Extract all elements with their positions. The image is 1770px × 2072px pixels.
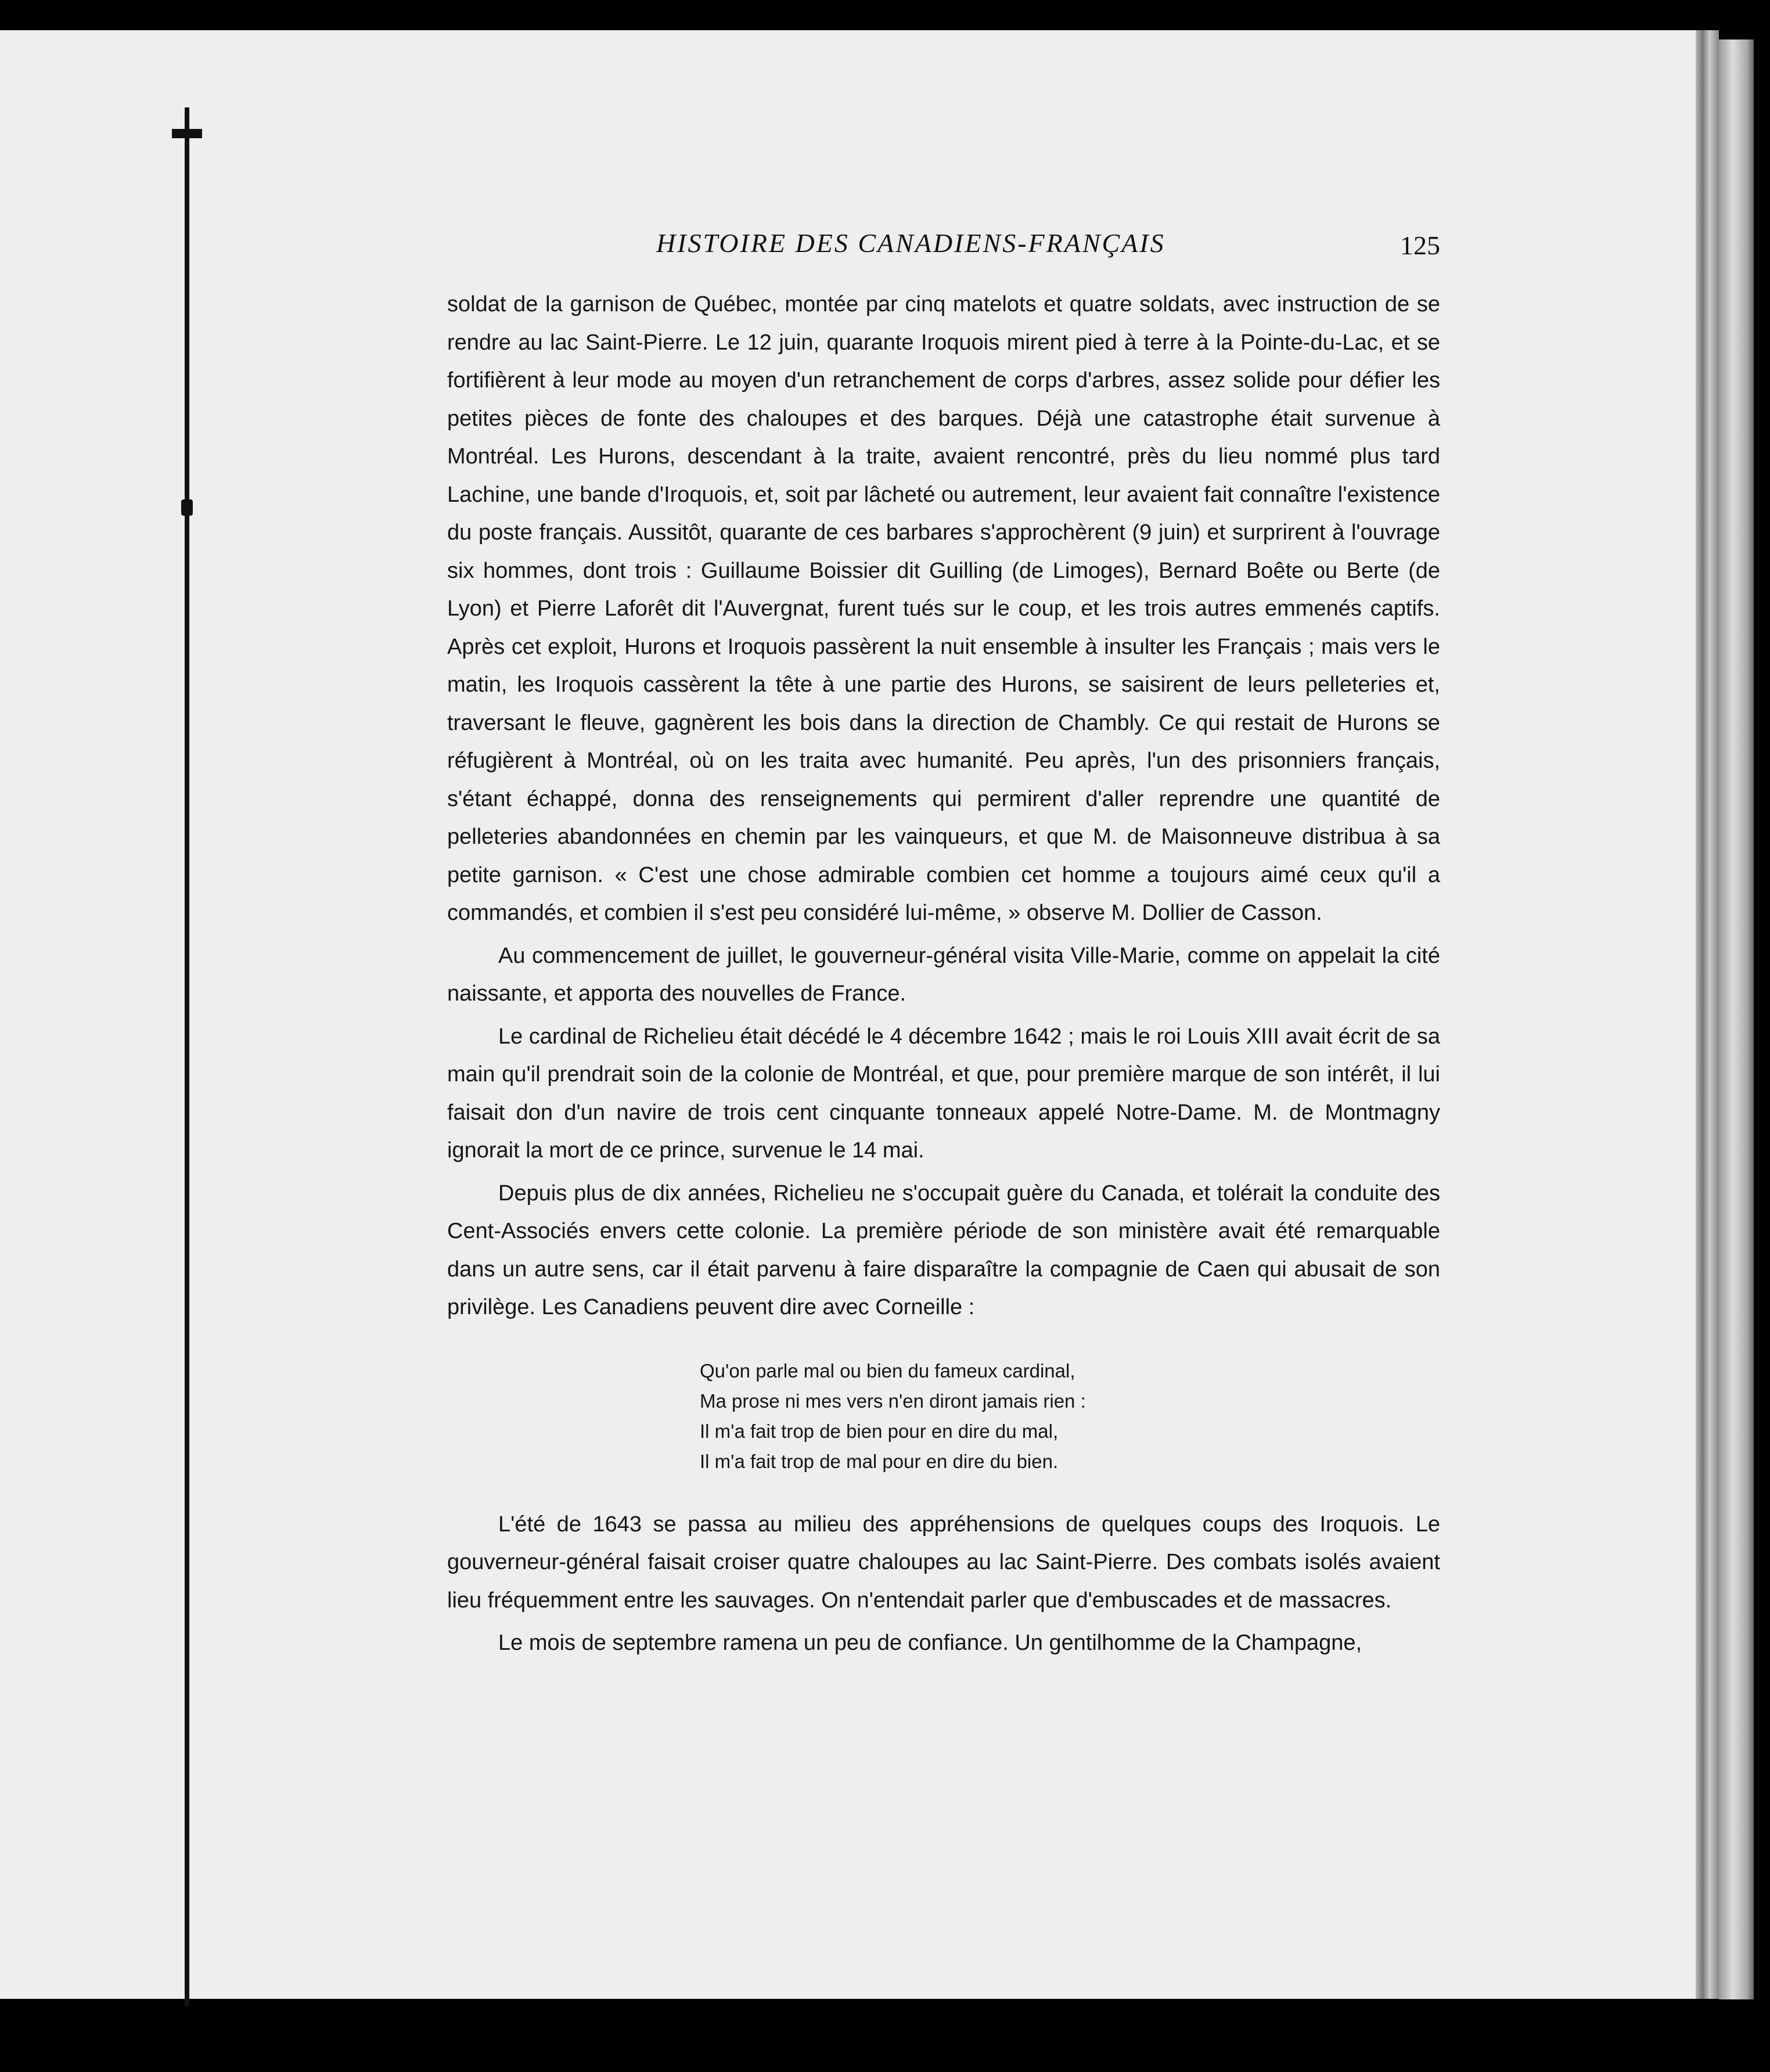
running-title: HISTOIRE DES CANADIENS-FRANÇAIS — [656, 228, 1165, 258]
paragraph: L'été de 1643 se passa au milieu des appréhensions de quelques coups des Iroquois. Le gouverneur-général faisait croiser quatre chaloupes au lac Saint-Pierre. Des combats isolés avaient lieu fréquemment entre les sauvages. On n'entendait parler que d'embuscades et de massacres. — [447, 1512, 1440, 1613]
page-stack-edge — [1719, 39, 1754, 1999]
verse-quote — [700, 1356, 1440, 1477]
paragraph: Le cardinal de Richelieu était décédé le 4 décembre 1642 ; mais le roi Louis XIII avait écrit de sa main qu'il prendrait soin de la colonie de Montréal, et que, pour première marque de son intérêt, il lui faisait don d'un navire de trois cent cinquante tonneaux appelé Notre-Dame. M. de Montmagny ignorait la mort de ce prince, survenue le 14 mai. — [447, 1024, 1440, 1163]
verse-line: Il m'a fait trop de bien pour en dire du mal, — [700, 1420, 1059, 1442]
verse-line: Qu'on parle mal ou bien du fameux cardinal, — [700, 1359, 1075, 1382]
paragraph: Le mois de septembre ramena un peu de confiance. Un gentilhomme de la Champagne, — [498, 1631, 1362, 1655]
page-header — [441, 228, 1440, 268]
verse-line: Il m'a fait trop de mal pour en dire du bien. — [700, 1450, 1059, 1472]
margin-rule-mark — [181, 499, 193, 516]
paragraph: soldat de la garnison de Québec, montée par cinq matelots et quatre soldats, avec instruction de se rendre au lac Saint-Pierre. Le 12 juin, quarante Iroquois mirent pied à terre à la Pointe-du-Lac, et se fortifièrent à leur mode au moyen d'un retranchement de corps d'arbres, assez solide pour défier les petites pièces de fonte des chaloupes et des barques. Déjà une catastrophe était survenue à Montréal. Les Hurons, descendant à la traite, avaient rencontré, près du lieu nommé plus tard Lachine, une bande d'Iroquois, et, soit par lâcheté ou autrement, leur avaient fait connaître l'existence du poste français. Aussitôt, quarante de ces barbares s'approchèrent (9 juin) et surprirent à l'ouvrage six hommes, dont trois : Guillaume Boissier dit Guilling (de Limoges), Bernard Boête ou Berte (de Lyon) et Pierre Laforêt dit l'Auvergnat, furent tués sur le coup, et les trois autres emmenés captifs. Après cet exploit, Hurons et Iroquois passèrent la nuit ensemble à insulter les Français ; mais vers le matin, les Iroquois cassèrent la tête à une partie des Hurons, se saisirent de leurs pelleteries et, traversant le fleuve, gagnèrent les bois dans la direction de Chambly. Ce qui restait de Hurons se réfugièrent à Montréal, où on les traita avec humanité. Peu après, l'un des prisonniers français, s'étant échappé, donna des renseignements qui permirent d'aller reprendre une quantité de pelleteries abandonnées en chemin par les vainqueurs, et que M. de Maisonneuve distribua à sa petite garnison. « C'est une chose admirable combien cet homme a toujours aimé ceux qu'il a commandés, et combien il s'est peu considéré lui-même, » observe M. Dollier de Casson. — [447, 292, 1440, 925]
body-text — [447, 286, 1440, 1663]
margin-rule-cap — [172, 129, 202, 138]
margin-rule — [185, 107, 189, 2006]
verse-line: Ma prose ni mes vers n'en diront jamais rien : — [700, 1390, 1086, 1412]
page-number: 125 — [1400, 231, 1440, 260]
paragraph: Depuis plus de dix années, Richelieu ne s'occupait guère du Canada, et tolérait la conduite des Cent-Associés envers cette colonie. La première période de son ministère avait été remarquable dans un autre sens, car il était parvenu à faire disparaître la compagnie de Caen qui abusait de son privilège. Les Canadiens peuvent dire avec Corneille : — [447, 1181, 1440, 1319]
page-edge — [1696, 30, 1719, 1999]
paragraph: Au commencement de juillet, le gouverneur-général visita Ville-Marie, comme on appelait la cité naissante, et apporta des nouvelles de France. — [447, 943, 1440, 1006]
